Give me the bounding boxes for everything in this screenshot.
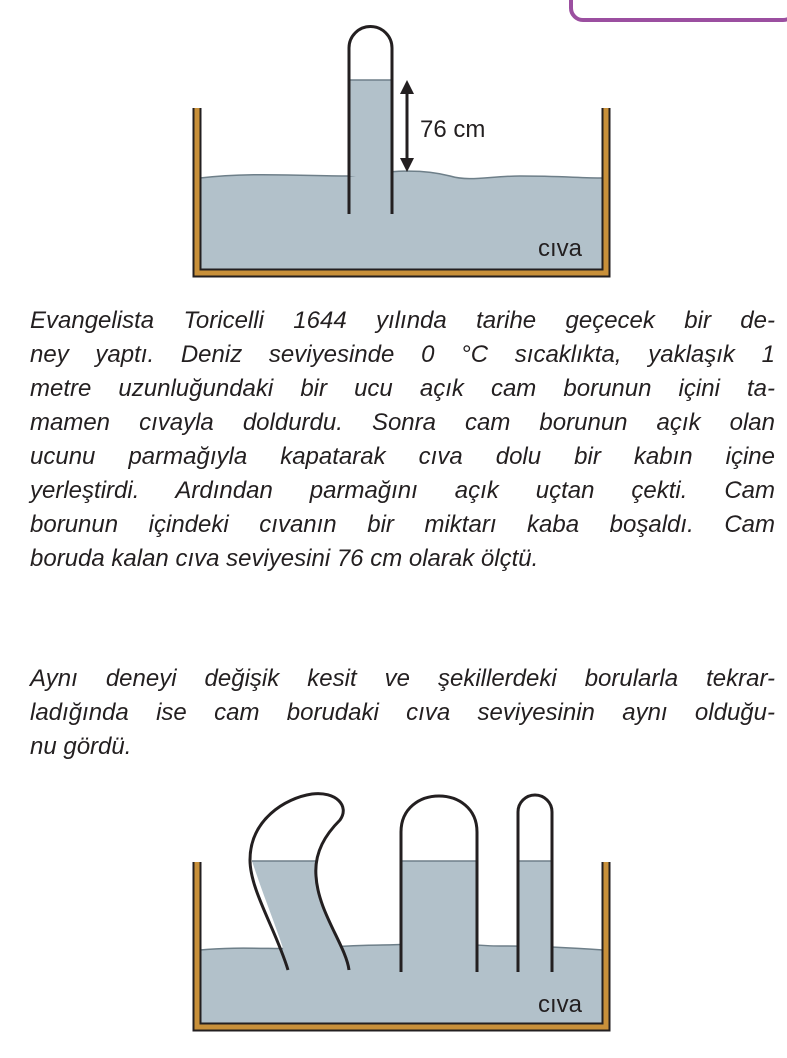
paragraph-line: ney yaptı. Deniz seviyesinde 0 °C sıcaklıkta, yaklaşık 1 [30, 341, 775, 368]
paragraph-line: boruda kalan cıva seviyesini 76 cm olarak ölçtü. [30, 545, 539, 572]
paragraph-line: ucunu parmağıyla kapatarak cıva dolu bir kabın içine [30, 443, 775, 470]
paragraph-line: ladığında ise cam borudaki cıva seviyesinin aynı olduğu- [30, 699, 775, 726]
paragraph-line: yerleştirdi. Ardından parmağını açık uçtan çekti. Cam [30, 477, 775, 504]
torricelli-diagram-bottom [0, 780, 787, 1058]
torricelli-diagram-top [0, 0, 787, 285]
wide-tube-mercury-column [401, 861, 477, 967]
paragraph-line: nu gördü. [30, 733, 132, 760]
mercury-label: cıva [538, 235, 583, 262]
tube-mercury-column [349, 80, 392, 176]
paragraph-line: metre uzunluğundaki bir ucu açık cam borunun içini ta- [30, 375, 775, 402]
height-arrow-head-down [400, 158, 414, 172]
repeated-experiment-paragraph [30, 662, 775, 764]
experiment-description-paragraph [30, 304, 775, 576]
torricelli-figure-single-tube [0, 0, 787, 285]
paragraph-line: Evangelista Toricelli 1644 yılında tarihe geçecek bir de- [30, 307, 775, 334]
paragraph-line: Aynı deneyi değişik kesit ve şekillerdeki borularla tekrar- [30, 665, 775, 692]
torricelli-figure-multiple-tubes [0, 780, 787, 1058]
narrow-tube-mercury-column [518, 861, 552, 967]
height-label: 76 cm [420, 116, 486, 143]
mercury-label: cıva [538, 991, 583, 1018]
paragraph-line: mamen cıvayla doldurdu. Sonra cam borunun açık olan [30, 409, 775, 436]
height-arrow-head-up [400, 80, 414, 94]
paragraph-line: borunun içindeki cıvanın bir miktarı kaba boşaldı. Cam [30, 511, 775, 538]
